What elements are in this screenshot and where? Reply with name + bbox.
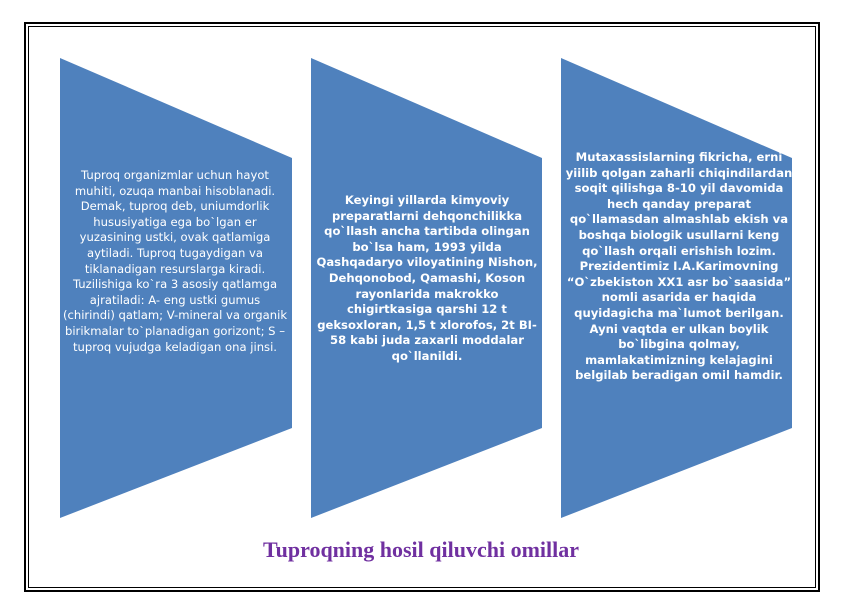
chevron-text-2: Keyingi yillarda kimyoviy preparatlarni dehqonchilikka qo`llash ancha tartibda olingan bo`lsa ham, 1993 yilda Qashqadaryo viloyatining Nishon, Dehqonobod, Qamashi, Koson rayonlarida makrokko chigirtkasiga qarshi 12 t geksoxloran, 1,5 t xlorofos, 2t BI-58 kabi juda zaxarli moddalar qo`llanildi. <box>316 193 538 363</box>
diagram-caption: Tuproqning hosil qiluvchi omillar <box>262 537 580 562</box>
chevron-text-1: Tuproq organizmlar uchun hayot muhiti, ozuqa manbai hisoblanadi. Demak, tuproq deb, uniumdorlik hususiyatiga ega bo`lgan er yuzasining ustki, ovak qatlamiga aytiladi. Tuproq tugaydigan va tiklanadigan resurslarga kiradi. Tuzilishiga ko`ra 3 asosiy qatlamga ajratiladi: A- eng ustki gumus (chirindi) qatlam; V-mineral va organik birikmalar to`planadigan gorizont; S –tuproq vujudga keladigan ona jinsi. <box>62 168 288 354</box>
chevron-text-3: Mutaxassislarning fikricha, erni yiilib qolgan zaharli chiqindilardan soqit qilishga 8-10 yil davomida hech qanday preparat qo`llamasdan almashlab ekish va boshqa biologik usullarni keng qo`llash orqali erishish lozim. Prezidentimiz I.A.Karimovning “O`zbekiston XX1 asr bo`saasida” nomli asarida er haqida quyidagicha ma`lumot berilgan. Ayni vaqtda er ulkan boylik bo`libgina qolmay, mamlakatimizning kelajagini belgilab beradigan omil hamdir. <box>565 150 793 383</box>
